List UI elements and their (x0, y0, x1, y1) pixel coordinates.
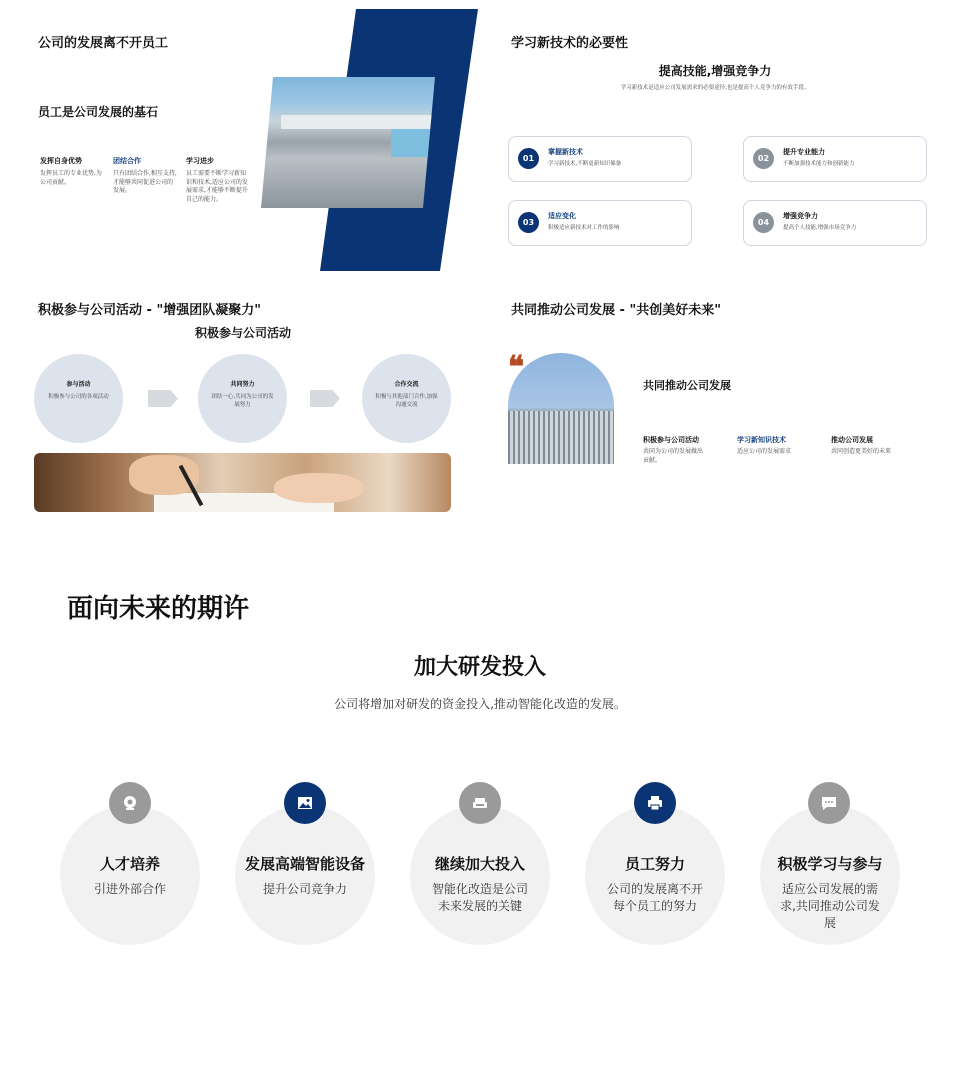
feature-card (743, 136, 927, 182)
column-desc: 共同为公司的发展做出贡献。 (643, 448, 704, 464)
slide5-heading: 加大研发投入 (413, 655, 546, 680)
card-number: 02 (753, 148, 774, 169)
slide3-title: 积极参与公司活动 - "增强团队凝聚力" (38, 303, 261, 318)
goal-desc: 引进外部合作 (93, 882, 166, 896)
arrow-right-icon (148, 390, 178, 407)
slide4-column (643, 435, 723, 465)
goal-desc: 公司的发展离不开每个员工的努力 (606, 882, 703, 913)
sofa-icon (459, 782, 501, 824)
slide5-title: 面向未来的期许 (67, 594, 250, 624)
column-title: 团结合作 (113, 157, 141, 165)
column-title: 推动公司发展 (831, 436, 873, 444)
column-desc: 只有团结合作,相互支持,才能够共同促进公司的发展。 (113, 170, 177, 194)
goal-circle (60, 805, 200, 945)
card-desc: 不断加强技术能力和创新能力 (783, 161, 855, 167)
card-title: 提升专业能力 (783, 148, 825, 156)
card-number: 03 (518, 212, 539, 233)
column-desc: 发挥员工的专业优势,为公司贡献。 (40, 170, 102, 186)
slide2-title: 学习新技术的必要性 (511, 36, 629, 51)
architecture-photo (261, 77, 435, 208)
slide3-heading: 积极参与公司活动 (194, 326, 291, 340)
slide1-title: 公司的发展离不开员工 (38, 36, 169, 51)
card-title: 适应变化 (548, 212, 576, 220)
goal-desc: 智能化改造是公司未来发展的关键 (431, 882, 528, 913)
column-title: 发挥自身优势 (40, 157, 82, 165)
handshake-photo (34, 453, 451, 512)
feature-card (508, 200, 692, 246)
webcam-icon (109, 782, 151, 824)
goal-title: 员工努力 (624, 855, 685, 873)
card-title: 增强竞争力 (783, 212, 818, 220)
printer-icon (634, 782, 676, 824)
step-bubble (362, 354, 451, 443)
slide4-title: 共同推动公司发展 - "共创美好未来" (511, 303, 721, 318)
slide1-column (113, 156, 177, 196)
column-desc: 共同创造更美好的未来 (831, 448, 892, 455)
step-desc: 积极与其他部门合作,加强沟通交流 (375, 394, 438, 408)
slide1-subtitle: 员工是公司发展的基石 (38, 105, 159, 119)
goal-title: 继续加大投入 (434, 855, 525, 873)
slide5-desc: 公司将增加对研发的资金投入,推动智能化改造的发展。 (334, 697, 626, 711)
slide4-column (737, 435, 823, 457)
column-title: 学习新知识技术 (737, 436, 786, 444)
goal-title: 发展高端智能设备 (244, 855, 365, 873)
quote-mark-icon: ❝ (508, 350, 525, 385)
goal-desc: 提升公司竞争力 (262, 882, 347, 896)
goal-circle (235, 805, 375, 945)
column-desc: 适应公司的发展需求 (737, 448, 792, 455)
image-icon (284, 782, 326, 824)
slide4-heading: 共同推动公司发展 (643, 379, 731, 392)
card-desc: 学习新技术,不断更新知识储备 (548, 161, 622, 167)
goal-title: 积极学习与参与 (777, 855, 883, 873)
slide2-desc: 学习新技术是适应公司发展需求的必要途径,也是提高个人竞争力的有效手段。 (620, 85, 810, 91)
goal-circle (760, 805, 900, 945)
slide2-heading: 提高技能,增强竞争力 (658, 64, 772, 78)
goal-circle (585, 805, 725, 945)
step-desc: 团结一心,共同为公司的发展努力 (211, 394, 274, 408)
feature-card (508, 136, 692, 182)
card-desc: 提高个人技能,增强市场竞争力 (783, 225, 857, 231)
goal-title: 人才培养 (99, 855, 160, 873)
goal-desc: 适应公司发展的需求,共同推动公司发展 (780, 882, 880, 930)
step-title: 共同努力 (230, 381, 255, 388)
card-number: 01 (518, 148, 539, 169)
slide1-column (40, 156, 106, 187)
feature-card (743, 200, 927, 246)
step-bubble (198, 354, 287, 443)
chat-icon (808, 782, 850, 824)
column-title: 学习进步 (186, 157, 214, 165)
step-desc: 积极参与公司的各项活动 (48, 394, 109, 400)
arrow-right-icon (310, 390, 340, 407)
column-desc: 员工需要不断学习新知识和技术,适应公司的发展需求,才能够不断提升自己的能力。 (186, 170, 248, 203)
step-title: 合作交流 (394, 381, 419, 388)
card-number: 04 (753, 212, 774, 233)
card-title: 掌握新技术 (548, 148, 583, 156)
slide4-column (831, 435, 921, 457)
step-bubble (34, 354, 123, 443)
slide1-column (186, 156, 248, 204)
card-desc: 积极适应新技术对工作的影响 (548, 225, 620, 231)
step-title: 参与活动 (66, 381, 91, 388)
column-title: 积极参与公司活动 (643, 436, 699, 444)
goal-circle (410, 805, 550, 945)
